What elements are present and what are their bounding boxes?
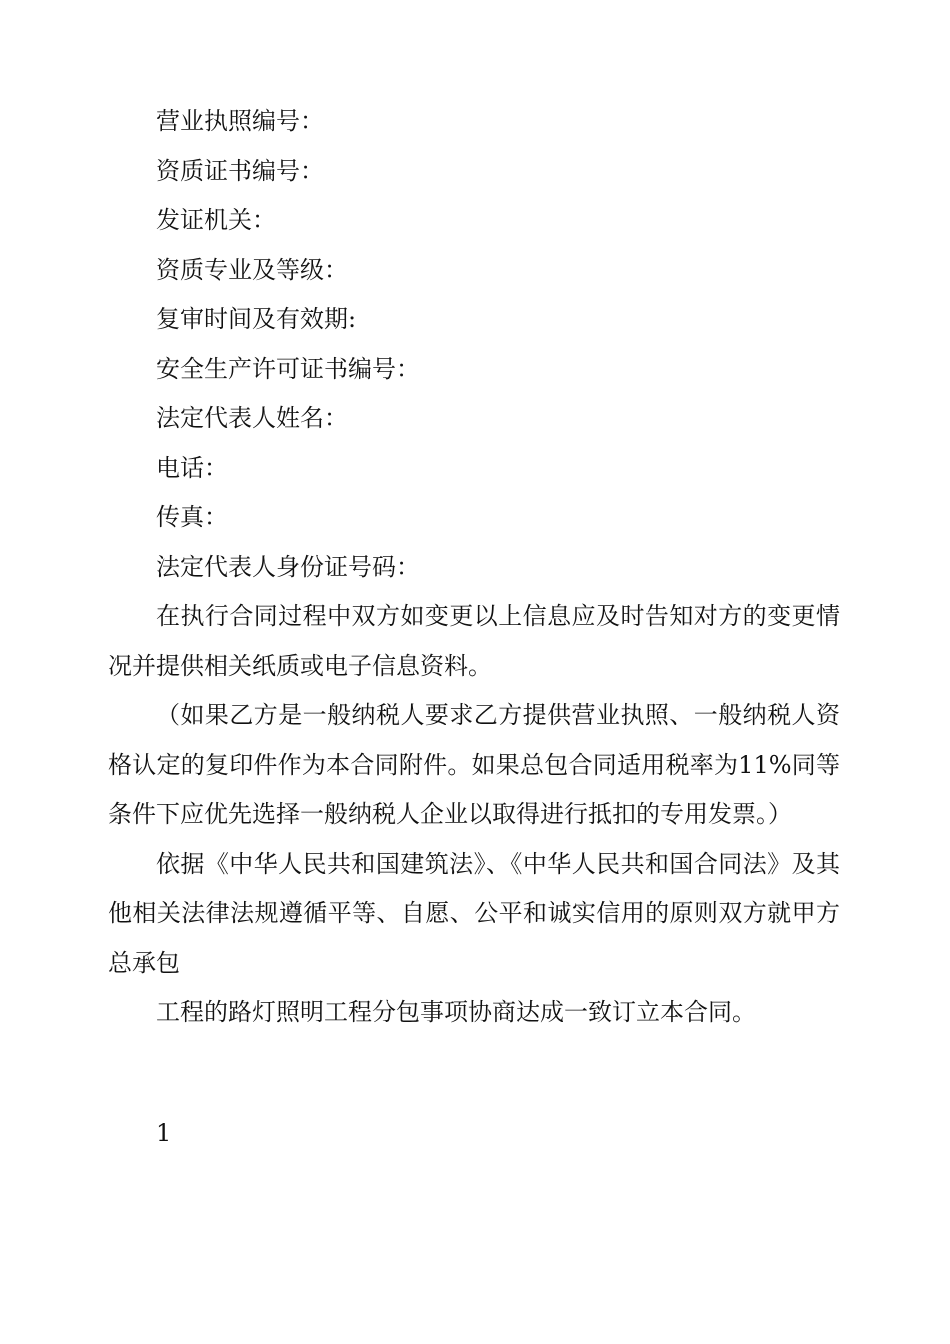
field-qualification-certificate-number: 资质证书编号： [156,156,324,185]
field-phone: 电话： [156,453,228,482]
field-safety-production-license-number: 安全生产许可证书编号： [156,354,420,383]
field-review-date-validity: 复审时间及有效期: [156,305,357,333]
paragraph-information-change: 在执行合同过程中双方如变更以上信息应及时告知对方的变更情况并提供相关纸质或电子信息资料。 [108,602,840,680]
paragraph-agreement: 工程的路灯照明工程分包事项协商达成一致订立本合同。 [156,998,756,1026]
page-number: 1 [156,1119,172,1147]
document-body [108,97,840,1038]
field-issuing-authority: 发证机关： [156,206,276,234]
field-legal-representative-id-number: 法定代表人身份证号码： [156,552,420,581]
field-legal-representative-name: 法定代表人姓名： [156,404,348,432]
field-business-license-number: 营业执照编号： [156,107,324,135]
field-qualification-specialty-grade: 资质专业及等级： [156,255,348,284]
paragraph-legal-basis: 依据《中华人民共和国建筑法》、《中华人民共和国合同法》及其他相关法律法规遵循平等、自愿、公平和诚实信用的原则双方就甲方总承包 [108,849,840,977]
paragraph-general-taxpayer-note: （如果乙方是一般纳税人要求乙方提供营业执照、一般纳税人资格认定的复印件作为本合同附件。如果总包合同适用税率为11%同等条件下应优先选择一般纳税人企业以取得进行抵扣的专用发票。） [108,701,840,828]
field-fax: 传真： [156,503,228,531]
